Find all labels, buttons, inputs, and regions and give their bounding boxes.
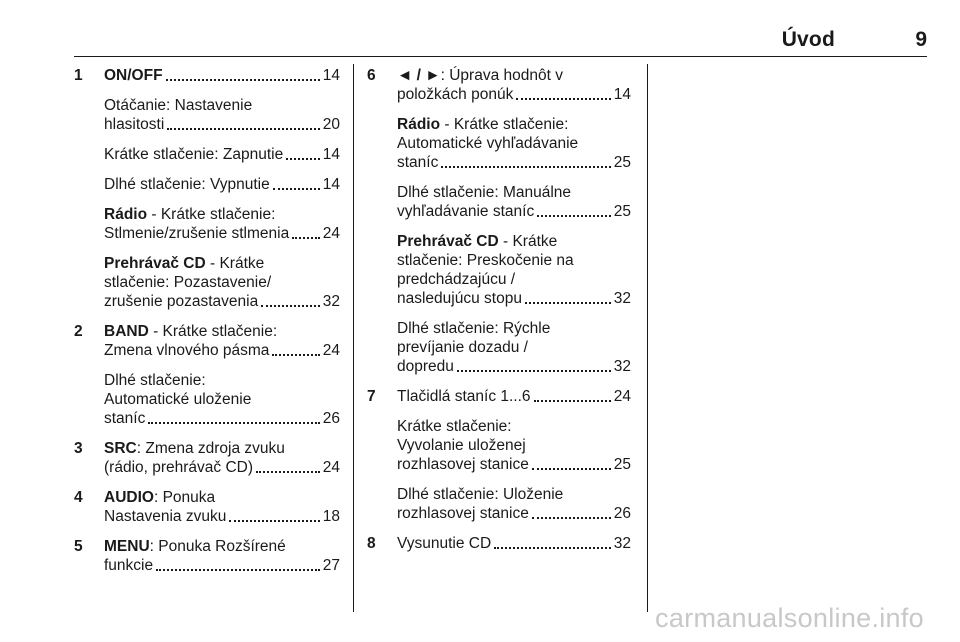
entry-text: Otáčanie: Nastavenie — [104, 97, 253, 114]
left-column — [74, 66, 340, 586]
entry-text: rozhlasovej stanice — [397, 456, 529, 473]
entry-text: Zmena vlnového pásma — [104, 342, 270, 359]
page-ref: 25 — [613, 456, 631, 473]
entry-text: Dlhé stlačenie: Manuálne — [397, 184, 572, 201]
entry-text: - Krátke stlačenie: — [148, 323, 278, 340]
dot-leader — [532, 468, 611, 470]
dot-leader — [272, 354, 319, 356]
toc-entry — [104, 556, 340, 575]
watermark: carmanualsonline.info — [655, 603, 924, 633]
entry-text — [104, 488, 340, 507]
entry-text: - Krátke — [205, 255, 265, 272]
page-ref: 14 — [613, 86, 631, 103]
page-ref: 24 — [322, 225, 340, 242]
page-ref: 32 — [322, 293, 340, 310]
dot-leader — [494, 547, 611, 549]
entry-text — [397, 232, 631, 251]
control-name: MENU — [104, 538, 150, 555]
toc-entry — [104, 224, 340, 243]
entry-text: položkách ponúk — [397, 86, 514, 103]
column-divider-right — [647, 64, 648, 612]
page-ref: 32 — [613, 358, 631, 375]
control-name: SRC — [104, 440, 137, 457]
toc-entry — [104, 507, 340, 526]
dot-leader — [286, 158, 320, 160]
entry-text — [397, 115, 631, 134]
toc-entry — [104, 66, 340, 85]
page-ref: 25 — [613, 154, 631, 171]
entry-text: prevíjanie dozadu / — [397, 339, 528, 356]
entry-text: Automatické uloženie — [104, 391, 252, 408]
entry-text: : Ponuka — [153, 489, 216, 506]
page-number: 9 — [915, 28, 927, 51]
toc-entry — [397, 387, 631, 406]
page-ref: 14 — [322, 176, 340, 193]
dot-leader — [292, 237, 320, 239]
control-item-8 — [367, 534, 631, 553]
entry-text: stlačenie: Preskočenie na — [397, 252, 574, 269]
right-column — [367, 66, 631, 564]
entry-text: staníc — [104, 410, 146, 427]
entry-text: - Krátke — [498, 233, 558, 250]
entry-text: - Krátke stlačenie: — [440, 116, 569, 133]
dot-leader — [167, 128, 319, 130]
toc-entry — [397, 455, 631, 474]
page-title: Úvod — [781, 28, 835, 51]
entry-text — [397, 66, 631, 85]
entry-text: dopredu — [397, 358, 454, 375]
entry-text: rozhlasovej stanice — [397, 505, 529, 522]
entry-text: hlasitosti — [104, 116, 165, 133]
control-number: 5 — [74, 538, 83, 555]
toc-entry — [397, 534, 631, 553]
control-number: 1 — [74, 67, 83, 84]
entry-text: staníc — [397, 154, 439, 171]
entry-text — [104, 537, 340, 556]
toc-entry — [104, 341, 340, 360]
header-rule — [74, 56, 927, 57]
entry-text: : Zmena zdroja zvuku — [136, 440, 285, 457]
entry-text: Dlhé stlačenie: Vypnutie — [104, 176, 270, 193]
dot-leader — [229, 520, 319, 522]
entry-text: Krátke stlačenie: — [397, 418, 512, 435]
dot-leader — [156, 569, 320, 571]
toc-entry — [397, 289, 631, 308]
toc-entry — [104, 115, 340, 134]
control-item-4 — [74, 488, 340, 526]
page-ref: 24 — [322, 459, 340, 476]
toc-entry — [397, 85, 631, 104]
dot-leader — [261, 305, 320, 307]
column-divider-left — [353, 64, 354, 612]
control-name: Rádio — [397, 116, 441, 133]
dot-leader — [441, 166, 610, 168]
control-name: Prehrávač CD — [104, 255, 206, 272]
entry-text: vyhľadávanie staníc — [397, 203, 535, 220]
dot-leader — [534, 400, 611, 402]
toc-entry — [397, 357, 631, 376]
entry-text: zrušenie pozastavenia — [104, 293, 259, 310]
entry-text: Vyvolanie uloženej — [397, 437, 526, 454]
entry-text: Dlhé stlačenie: Uloženie — [397, 486, 564, 503]
entry-text: Automatické vyhľadávanie — [397, 135, 579, 152]
entry-text: Tlačidlá staníc 1...6 — [397, 388, 531, 405]
control-item-6 — [367, 66, 631, 376]
dot-leader — [457, 370, 611, 372]
entry-text: Vysunutie CD — [397, 535, 492, 552]
entry-text — [104, 205, 340, 224]
page-ref: 24 — [322, 342, 340, 359]
dot-leader — [273, 188, 320, 190]
dot-leader — [532, 517, 611, 519]
control-name: Rádio — [104, 206, 148, 223]
entry-text — [104, 439, 340, 458]
dot-leader — [148, 422, 319, 424]
page-ref: 27 — [322, 557, 340, 574]
entry-text — [104, 322, 340, 341]
page-ref: 32 — [613, 290, 631, 307]
entry-text: : Ponuka Rozšírené — [149, 538, 286, 555]
control-item-3 — [74, 439, 340, 477]
entry-text: Stlmenie/zrušenie stlmenia — [104, 225, 290, 242]
entry-text: Krátke stlačenie: Zapnutie — [104, 146, 284, 163]
page-header — [74, 28, 927, 56]
control-name: Prehrávač CD — [397, 233, 499, 250]
toc-entry — [397, 202, 631, 221]
control-name: ON/OFF — [104, 67, 163, 84]
toc-entry — [104, 409, 340, 428]
page-ref: 26 — [322, 410, 340, 427]
entry-text — [104, 254, 340, 273]
page-ref: 24 — [613, 388, 631, 405]
dot-leader — [256, 471, 320, 473]
control-item-1 — [74, 66, 340, 311]
dot-leader — [166, 79, 320, 81]
control-item-7 — [367, 387, 631, 523]
entry-text: funkcie — [104, 557, 154, 574]
toc-entry — [104, 458, 340, 477]
entry-text: Dlhé stlačenie: Rýchle — [397, 320, 551, 337]
control-item-2 — [74, 322, 340, 428]
entry-text: nasledujúcu stopu — [397, 290, 522, 307]
control-number: 8 — [367, 535, 376, 552]
page-ref: 18 — [322, 508, 340, 525]
entry-text: Nastavenia zvuku — [104, 508, 227, 525]
control-number: 6 — [367, 67, 376, 84]
control-number: 2 — [74, 323, 83, 340]
page-ref: 14 — [322, 146, 340, 163]
toc-entry — [104, 292, 340, 311]
page-ref: 26 — [613, 505, 631, 522]
page-ref: 32 — [613, 535, 631, 552]
dot-leader — [525, 302, 611, 304]
control-number: 3 — [74, 440, 83, 457]
control-number: 4 — [74, 489, 83, 506]
entry-text: Dlhé stlačenie: — [104, 372, 206, 389]
entry-text: : Úprava hodnôt v — [440, 67, 563, 84]
control-number: 7 — [367, 388, 376, 405]
dot-leader — [516, 98, 610, 100]
control-item-5 — [74, 537, 340, 575]
dot-leader — [537, 215, 611, 217]
entry-text: - Krátke stlačenie: — [147, 206, 276, 223]
page-ref: 25 — [613, 203, 631, 220]
page-ref: 14 — [322, 67, 340, 84]
toc-entry — [397, 153, 631, 172]
entry-text: (rádio, prehrávač CD) — [104, 459, 254, 476]
entry-text: predchádzajúcu / — [397, 271, 516, 288]
toc-entry — [104, 175, 340, 194]
control-name: BAND — [104, 323, 149, 340]
page-ref: 20 — [322, 116, 340, 133]
arrow-keys-icon: ◄ / ► — [397, 67, 441, 84]
control-name: AUDIO — [104, 489, 154, 506]
toc-entry — [104, 145, 340, 164]
entry-text: stlačenie: Pozastavenie/ — [104, 274, 272, 291]
toc-entry — [397, 504, 631, 523]
